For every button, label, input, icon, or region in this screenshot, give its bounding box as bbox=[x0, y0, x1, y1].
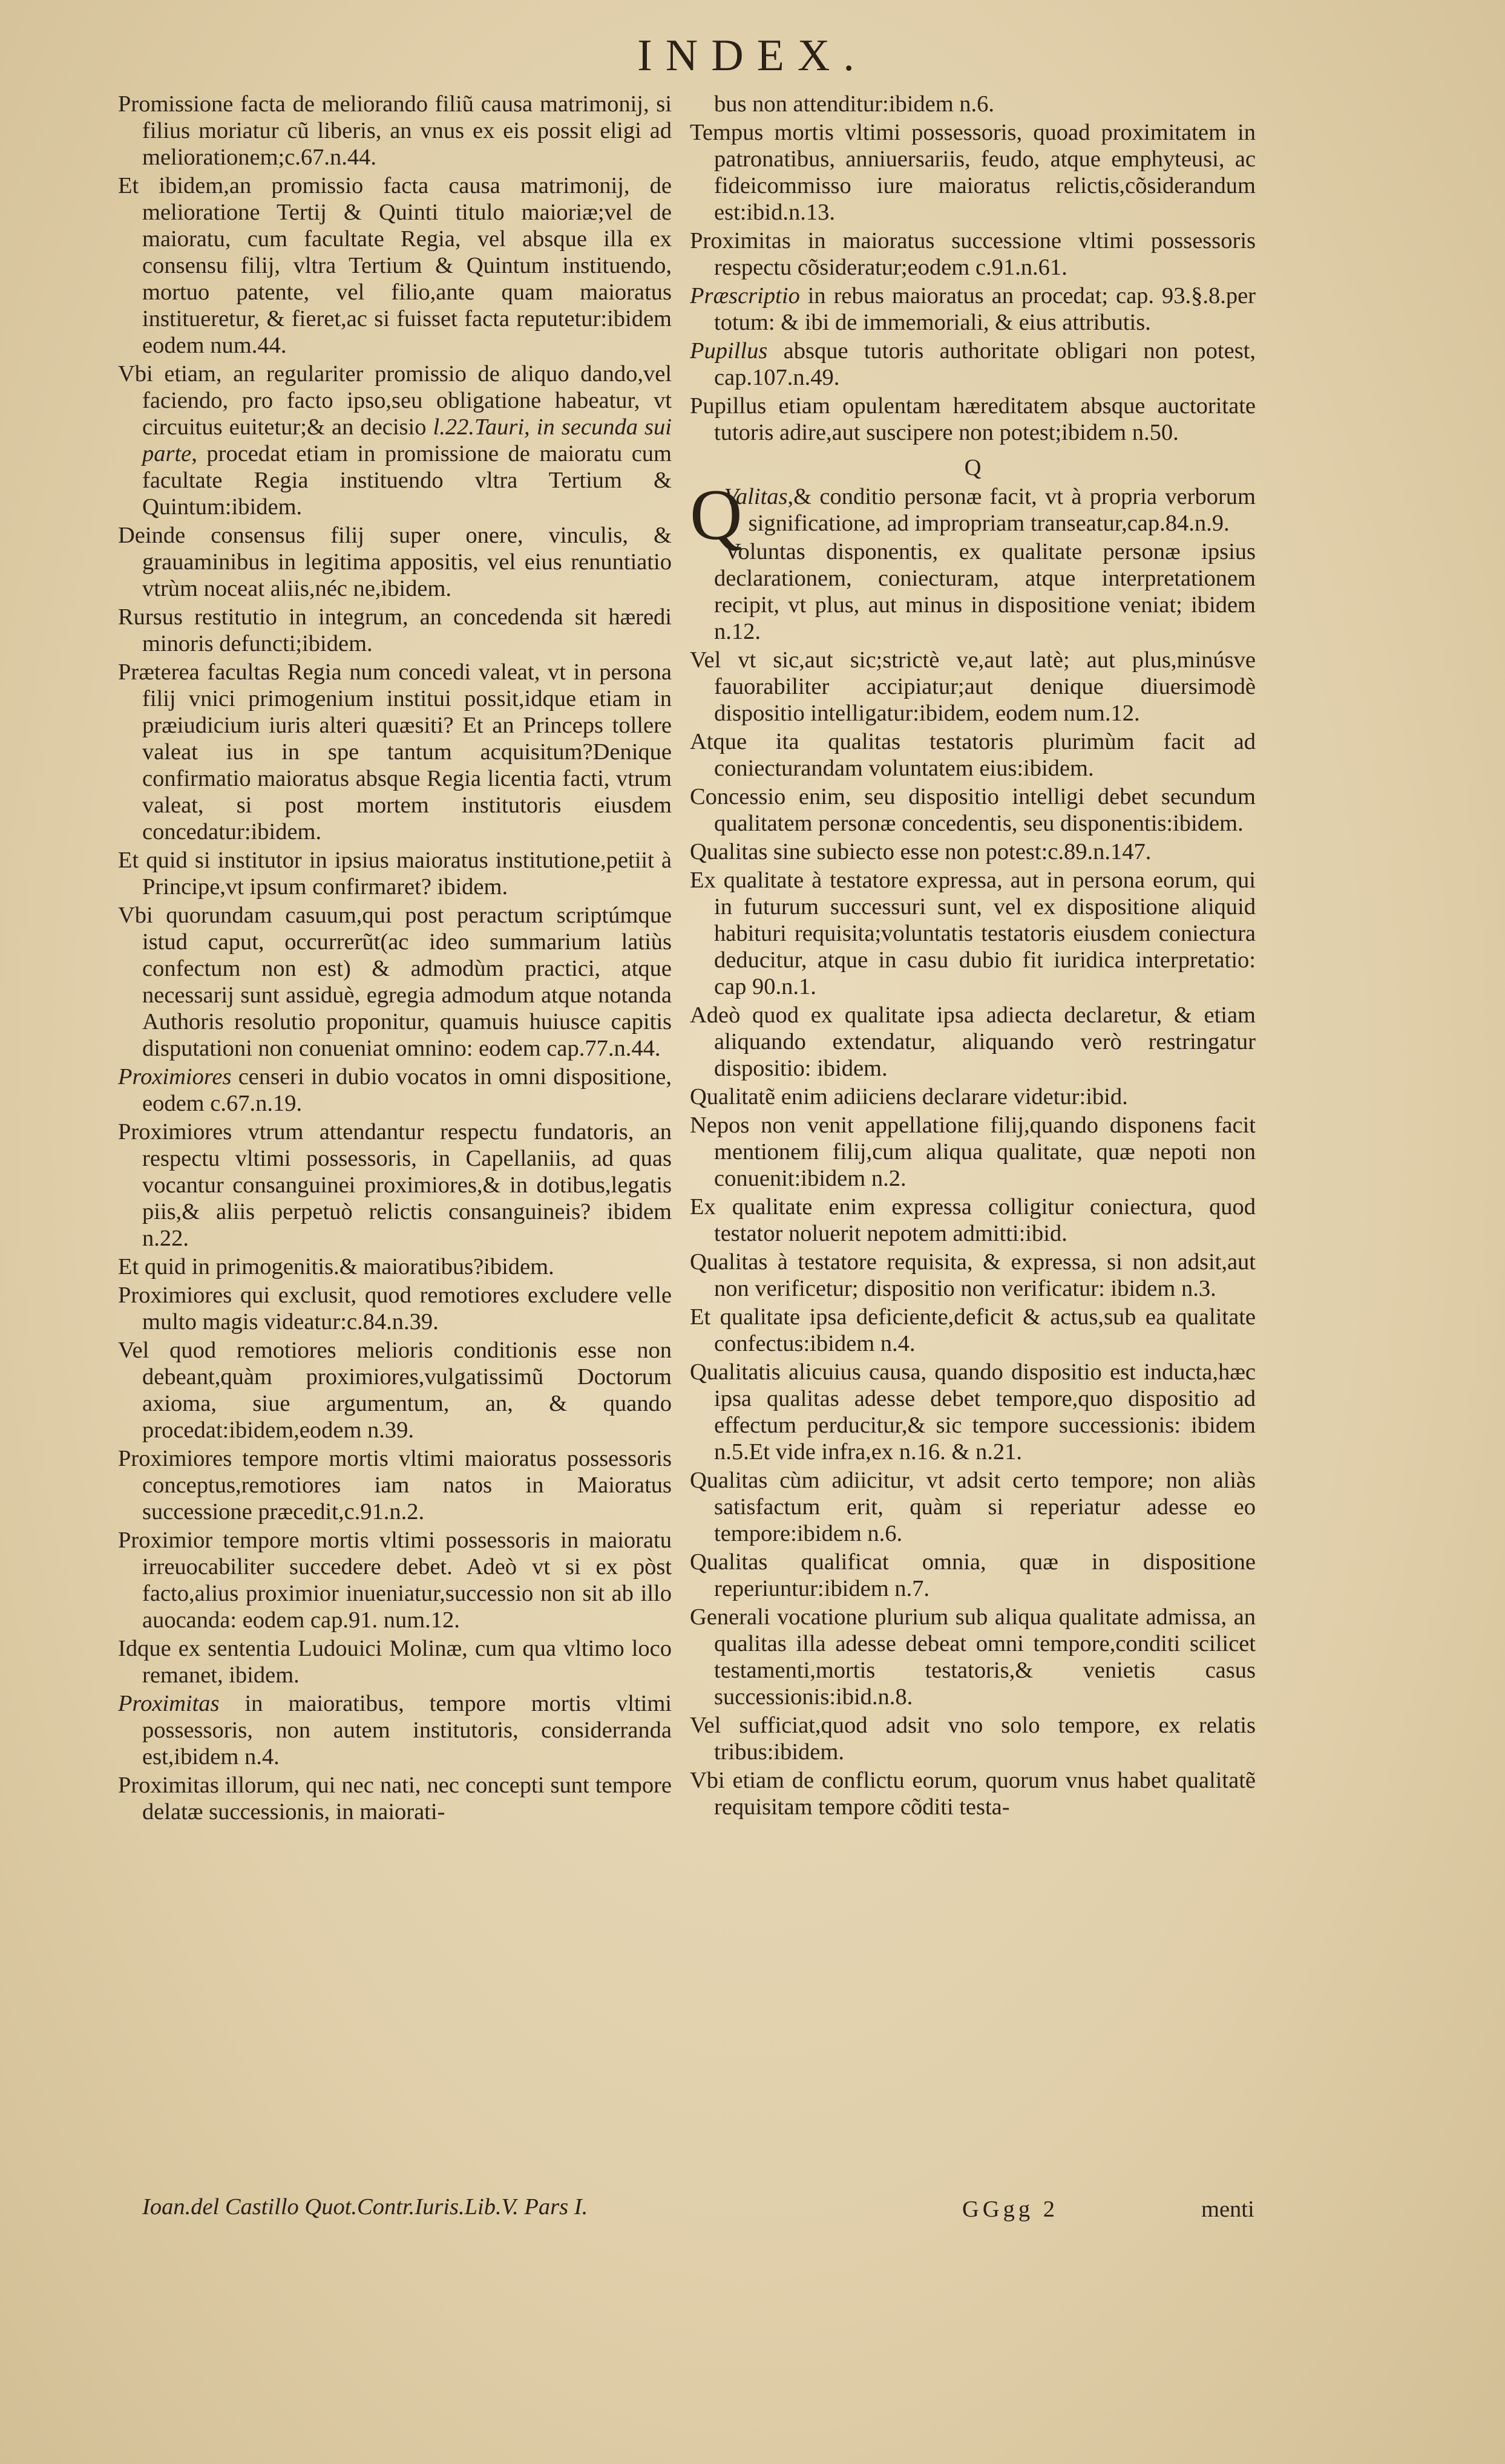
dropcap-initial: Q bbox=[690, 474, 743, 555]
index-entry: Proximiores censeri in dubio vocatos in omni dispositione, eodem c.67.n.19. bbox=[118, 1064, 672, 1116]
index-entry: Rursus restitutio in integrum, an concedenda sit hæredi minoris defuncti;ibidem. bbox=[118, 604, 672, 656]
index-entry: Præscriptio in rebus maioratus an procedat; cap. 93.§.8.per totum: & ibi de immemoriali, & eius attributis. bbox=[690, 283, 1256, 335]
index-entry: Valitas,& conditio personæ facit, vt à propria verborum significatione, ad impropriam transeatur,cap.84.n.9. bbox=[724, 484, 1256, 536]
index-entry: Vel vt sic,aut sic;strictè ve,aut latè; aut plus,minúsve fauorabiliter accipiatur;aut denique diuersimodè dispositio intelligatur:ibidem, eodem num.12. bbox=[690, 647, 1256, 726]
index-entry: Præterea facultas Regia num concedi valeat, vt in persona filij vnici primogenium institui possit,idque etiam in præiudicium iuris alteri quæsiti? Et an Princeps tollere valeat ius in spe tantum acquisitum?Denique confirmatio maioratus absque Regia licentia facti, vtrum valeat, si post mortem institutoris eiusdem concedatur:ibidem. bbox=[118, 659, 672, 845]
index-entry: Qualitas cùm adiicitur, vt adsit certo tempore; non aliàs satisfactum erit, quàm si reperiatur adesse eo tempore:ibidem n.6. bbox=[690, 1468, 1256, 1546]
index-entry: Vel sufficiat,quod adsit vno solo tempore, ex relatis tribus:ibidem. bbox=[690, 1713, 1256, 1765]
index-entry: Qualitatis alicuius causa, quando dispositio est inducta,hæc ipsa qualitas adesse debet tempore,quo dispositio ad effectum perducitur,& sic tempore successionis: ibidem n.5.Et vide infra,ex n.16. & n.21. bbox=[690, 1359, 1256, 1465]
index-entry: Concessio enim, seu dispositio intelligi debet secundum qualitatem personæ concedentis, seu disponentis:ibidem. bbox=[690, 784, 1256, 836]
index-entry: Et quid in primogenitis.& maioratibus?ibidem. bbox=[118, 1254, 554, 1279]
index-entry: bus non attenditur:ibidem n.6. bbox=[714, 91, 995, 117]
index-entry: Ex qualitate enim expressa colligitur coniectura, quod testator noluerit nepotem admitti:ibid. bbox=[690, 1194, 1256, 1246]
index-entry: Proximior tempore mortis vltimi possessoris in maioratu irreuocabiliter succedere debet. Adeò vt si ex pòst facto,alius proximior inueniatur,successio non sit ab illo auocanda: eodem cap.91. num.12. bbox=[118, 1528, 672, 1633]
signature-mark: GGgg 2 bbox=[962, 2197, 1058, 2222]
index-entry: Proximiores vtrum attendantur respectu fundatoris, an respectu vltimi possessoris, in Capellaniis, ad quas vocantur consanguinei proximiores,& in dotibus,legatis piis,& aliis perpetuò relictis consanguineis? ibidem n.22. bbox=[118, 1119, 672, 1251]
index-entry: Qualitas qualificat omnia, quæ in dispositione reperiuntur:ibidem n.7. bbox=[690, 1549, 1256, 1601]
index-entry: Adeò quod ex qualitate ipsa adiecta declaretur, & etiam aliquando extendatur, aliquando verò restringatur dispositio: ibidem. bbox=[690, 1002, 1256, 1081]
index-entry: Proximiores qui exclusit, quod remotiores excludere velle multo magis videatur:c.84.n.39. bbox=[118, 1283, 672, 1335]
index-entry: Tempus mortis vltimi possessoris, quoad proximitatem in patronatibus, anniuersariis, feudo, atque emphyteusi, ac fideicommisso iure maioratus relictis,cõsiderandum est:ibid.n.13. bbox=[690, 120, 1256, 225]
index-entry: Promissione facta de meliorando filiũ causa matrimonij, si filius moriatur cũ liberis, an vnus ex eis possit eligi ad meliorationem;c.67.n.44. bbox=[118, 91, 672, 170]
index-entry: Pupillus absque tutoris authoritate obligari non potest, cap.107.n.49. bbox=[690, 338, 1256, 390]
index-entry: Proximitas in maioratus successione vltimi possessoris respectu cõsideratur;eodem c.91.n.61. bbox=[690, 228, 1256, 280]
index-entry: Deinde consensus filij super onere, vinculis, & grauaminibus in legitima appositis, vel eius renuntiatio vtrùm noceat aliis,néc ne,ibidem. bbox=[118, 523, 672, 601]
right-column bbox=[690, 91, 1256, 2263]
index-entry: Vbi quorundam casuum,qui post peractum scriptúmque istud caput, occurrerũt(ac ideo summarium latiùs confectum non est) & admodùm practici, atque necessarij sunt assiduè, egregia admodum atque notanda Authoris resolutio proponitur, quamuis huiusce capitis disputationi non conueniat omnino: eodem cap.77.n.44. bbox=[118, 903, 672, 1061]
index-entry: Pupillus etiam opulentam hæreditatem absque auctoritate tutoris adire,aut suscipere non potest;ibidem n.50. bbox=[690, 393, 1256, 445]
index-entry: Proximitas in maioratibus, tempore mortis vltimi possessoris, non autem institutoris, considerranda est,ibidem n.4. bbox=[118, 1691, 672, 1770]
index-entry: Idque ex sententia Ludouici Molinæ, cum qua vltimo loco remanet, ibidem. bbox=[118, 1636, 672, 1688]
index-entry: Nepos non venit appellatione filij,quando disponens facit mentionem filij,cum aliqua qualitate, quæ nepoti non conuenit:ibidem n.2. bbox=[690, 1113, 1256, 1191]
index-entry: Voluntas disponentis, ex qualitate personæ ipsius declarationem, coniecturam, atque interpretationem recipit, vt plus, aut minus in dispositione veniat; ibidem n.12. bbox=[714, 539, 1256, 644]
index-entry: Ex qualitate à testatore expressa, aut in persona eorum, qui in futurum successuri sunt, vel ex dispositione aliquid habituri requisita;voluntatis testatoris eiusdem coniectura deducitur, atque in casu dubio fit iuridica interpretatio: cap 90.n.1. bbox=[690, 868, 1256, 999]
index-entry: Et ibidem,an promissio facta causa matrimonij, de melioratione Tertij & Quinti titulo maioriæ;vel de maioratu, cum facultate Regia, vel absque illa ex consensu filij, vltra Tertium & Quintum instituendo, mortuo patente, vel filio,ante quam maioratus institueretur, & fieret,ac si fuisset facta reputetur:ibidem eodem num.44. bbox=[118, 173, 672, 358]
index-entry: Qualitas à testatore requisita, & expressa, si non adsit,aut non verificetur; dispositio non verificatur: ibidem n.3. bbox=[690, 1249, 1256, 1301]
section-q-entries bbox=[690, 474, 1256, 1820]
index-entry: Et qualitate ipsa deficiente,deficit & actus,sub ea qualitate confectus:ibidem n.4. bbox=[690, 1304, 1256, 1356]
index-entry: Generali vocatione plurium sub aliqua qualitate admissa, an qualitas illa adesse debeat omni tempore,conditi scilicet testamenti,mortis testatoris,& venietis casus successionis:ibid.n.8. bbox=[690, 1604, 1256, 1710]
left-column bbox=[118, 91, 672, 2263]
index-entry: Atque ita qualitas testatoris plurimùm facit ad coniecturandam voluntatem eius:ibidem. bbox=[690, 729, 1256, 781]
index-entry: Et quid si institutor in ipsius maioratus institutione,petiit à Principe,vt ipsum confirmaret? ibidem. bbox=[118, 848, 672, 900]
index-entry: Proximiores tempore mortis vltimi maioratus possessoris conceptus,remotiores iam natos in Maioratus successione præcedit,c.91.n.2. bbox=[118, 1446, 672, 1524]
catchword: menti bbox=[1201, 2197, 1254, 2222]
page-title: INDEX. bbox=[637, 31, 868, 80]
index-entry: Vel quod remotiores melioris conditionis esse non debeant,quàm proximiores,vulgatissimũ Doctorum axioma, siue argumentum, an, & quando procedat:ibidem,eodem n.39. bbox=[118, 1338, 672, 1443]
index-entry: Qualitas sine subiecto esse non potest:c.89.n.147. bbox=[690, 839, 1152, 864]
index-entry: Vbi etiam, an regulariter promissio de aliquo dando,vel faciendo, pro facto ipso,seu obligatione habeatur, vt circuitus euitetur;& an decisio l.22.Tauri, in secunda sui parte, procedat etiam in promissione de maioratu cum facultate Regia instituendo vltra Tertium & Quintum:ibidem. bbox=[118, 361, 672, 520]
index-entry: Qualitatẽ enim adiiciens declarare videtur:ibid. bbox=[690, 1084, 1128, 1109]
running-title: Ioan.del Castillo Quot.Contr.Iuris.Lib.V. Pars I. bbox=[142, 2194, 588, 2220]
section-letter-heading: Q bbox=[964, 455, 982, 480]
index-entry: Proximitas illorum, qui nec nati, nec concepti sunt tempore delatæ successionis, in maiorati- bbox=[118, 1773, 672, 1825]
index-entry: Vbi etiam de conflictu eorum, quorum vnus habet qualitatẽ requisitam tempore cõditi testa- bbox=[690, 1768, 1256, 1820]
